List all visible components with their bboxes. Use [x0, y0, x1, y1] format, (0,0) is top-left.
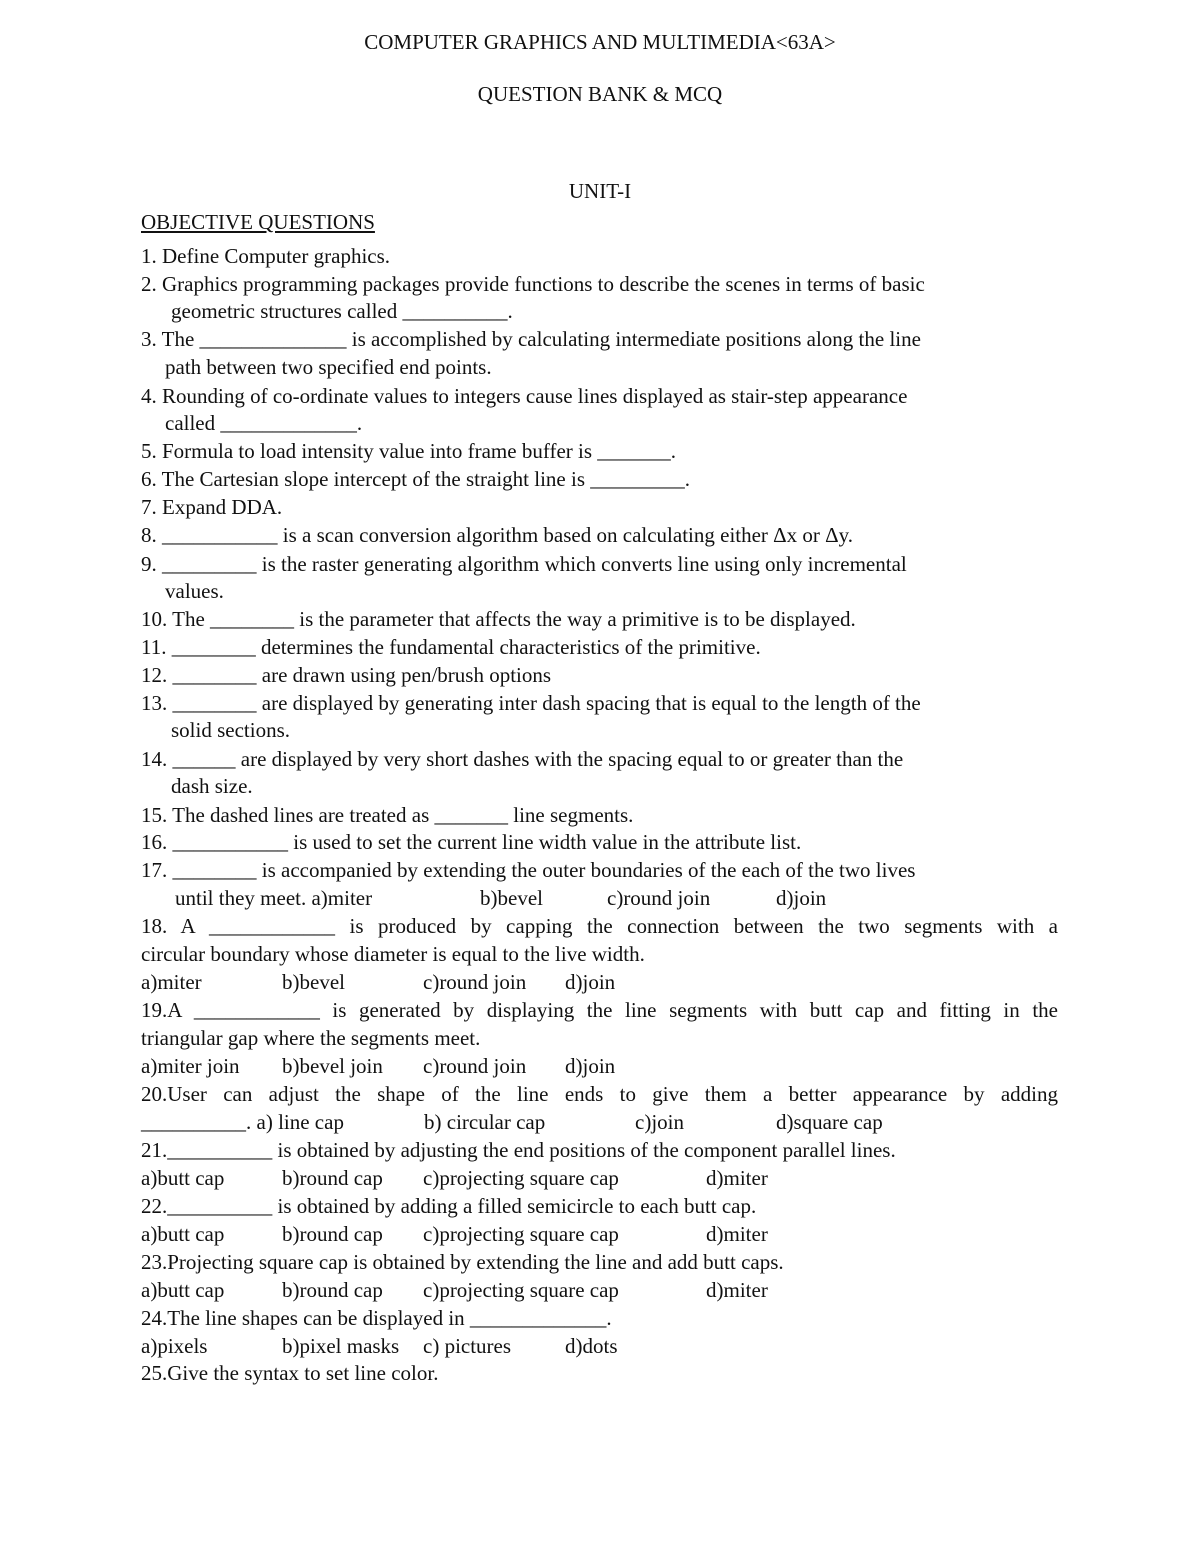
question-3-cont: path between two specified end points.: [165, 355, 492, 379]
question-24-option-b: b)pixel masks: [282, 1334, 400, 1358]
question-9-cont: values.: [165, 579, 224, 603]
question-18-options: [141, 970, 1041, 994]
question-19-option-c: c)round join: [423, 1054, 527, 1078]
question-17: 17. ________ is accompanied by extending the outer boundaries of the each of the two lives: [141, 858, 916, 882]
question-18-option-d: d)join: [565, 970, 616, 994]
question-6: 6. The Cartesian slope intercept of the straight line is _________.: [141, 467, 690, 491]
question-14-cont: dash size.: [171, 774, 253, 798]
question-24: 24.The line shapes can be displayed in _____________.: [141, 1306, 612, 1330]
question-18-cont: circular boundary whose diameter is equal to the live width.: [141, 942, 645, 966]
question-11: 11. ________ determines the fundamental characteristics of the primitive.: [141, 635, 761, 659]
question-19-option-d: d)join: [565, 1054, 616, 1078]
question-10: 10. The ________ is the parameter that affects the way a primitive is to be displayed.: [141, 607, 856, 631]
question-19: 19.A ____________ is generated by displaying the line segments with butt cap and fitting in the: [141, 998, 1058, 1022]
question-25: 25.Give the syntax to set line color.: [141, 1361, 439, 1385]
question-19-option-a: a)miter join: [141, 1054, 240, 1078]
question-4-cont: called _____________.: [165, 411, 363, 435]
question-20-option-a: __________. a) line cap: [141, 1110, 344, 1134]
question-23-options: [141, 1278, 1041, 1302]
question-22: 22.__________ is obtained by adding a filled semicircle to each butt cap.: [141, 1194, 757, 1218]
question-20-option-c: c)join: [635, 1110, 684, 1134]
question-13: 13. ________ are displayed by generating inter dash spacing that is equal to the length of the: [141, 691, 921, 715]
question-12: 12. ________ are drawn using pen/brush options: [141, 663, 552, 687]
question-20: 20.User can adjust the shape of the line ends to give them a better appearance by adding: [141, 1082, 1058, 1106]
question-22-option-c: c)projecting square cap: [423, 1222, 619, 1246]
question-23: 23.Projecting square cap is obtained by extending the line and add butt caps.: [141, 1250, 784, 1274]
question-22-option-d: d)miter: [706, 1222, 768, 1246]
question-3: 3. The ______________ is accomplished by calculating intermediate positions along the line: [141, 327, 921, 351]
question-17-option-d: d)join: [776, 886, 827, 910]
question-18-option-c: c)round join: [423, 970, 527, 994]
question-18-option-a: a)miter: [141, 970, 202, 994]
question-20-option-b: b) circular cap: [424, 1110, 546, 1134]
question-4: 4. Rounding of co-ordinate values to integers cause lines displayed as stair-step appearance: [141, 384, 908, 408]
question-22-options: [141, 1222, 1041, 1246]
question-21-option-c: c)projecting square cap: [423, 1166, 619, 1190]
question-17-options: [141, 886, 1041, 910]
question-2: 2. Graphics programming packages provide functions to describe the scenes in terms of basic: [141, 272, 925, 296]
question-21-option-a: a)butt cap: [141, 1166, 225, 1190]
question-1: 1. Define Computer graphics.: [141, 244, 391, 268]
question-20-option-d: d)square cap: [776, 1110, 883, 1134]
question-24-options: [141, 1334, 1041, 1358]
question-21-option-b: b)round cap: [282, 1166, 383, 1190]
question-23-option-a: a)butt cap: [141, 1278, 225, 1302]
section-heading: OBJECTIVE QUESTIONS: [141, 210, 375, 234]
question-23-option-d: d)miter: [706, 1278, 768, 1302]
question-21-option-d: d)miter: [706, 1166, 768, 1190]
question-19-options: [141, 1054, 1041, 1078]
question-20-options: [141, 1110, 1041, 1134]
question-22-option-a: a)butt cap: [141, 1222, 225, 1246]
question-17-option-c: c)round join: [607, 886, 711, 910]
question-13-cont: solid sections.: [171, 718, 290, 742]
question-15: 15. The dashed lines are treated as _______ line segments.: [141, 803, 634, 827]
question-23-option-c: c)projecting square cap: [423, 1278, 619, 1302]
question-19-option-b: b)bevel join: [282, 1054, 383, 1078]
question-21: 21.__________ is obtained by adjusting the end positions of the component parallel lines.: [141, 1138, 896, 1162]
question-7: 7. Expand DDA.: [141, 495, 283, 519]
question-8: 8. ___________ is a scan conversion algorithm based on calculating either Δx or Δy.: [141, 523, 854, 547]
question-24-option-c: c) pictures: [423, 1334, 512, 1358]
question-5: 5. Formula to load intensity value into frame buffer is _______.: [141, 439, 677, 463]
question-2-cont: geometric structures called __________.: [171, 299, 513, 323]
question-23-option-b: b)round cap: [282, 1278, 383, 1302]
question-19-cont: triangular gap where the segments meet.: [141, 1026, 481, 1050]
question-17-option-a: until they meet. a)miter: [175, 886, 373, 910]
question-22-option-b: b)round cap: [282, 1222, 383, 1246]
question-14: 14. ______ are displayed by very short dashes with the spacing equal to or greater than the: [141, 747, 904, 771]
document-title: COMPUTER GRAPHICS AND MULTIMEDIA<63A>: [364, 30, 836, 54]
question-9: 9. _________ is the raster generating algorithm which converts line using only incremental: [141, 552, 907, 576]
question-18: 18. A ____________ is produced by capping the connection between the two segments with a: [141, 914, 1058, 938]
question-18-option-b: b)bevel: [282, 970, 345, 994]
question-16: 16. ___________ is used to set the current line width value in the attribute list.: [141, 830, 802, 854]
question-24-option-a: a)pixels: [141, 1334, 208, 1358]
question-17-option-b: b)bevel: [480, 886, 543, 910]
document-subtitle: QUESTION BANK & MCQ: [477, 82, 723, 106]
question-21-options: [141, 1166, 1041, 1190]
question-24-option-d: d)dots: [565, 1334, 618, 1358]
unit-label: UNIT-I: [568, 179, 632, 203]
